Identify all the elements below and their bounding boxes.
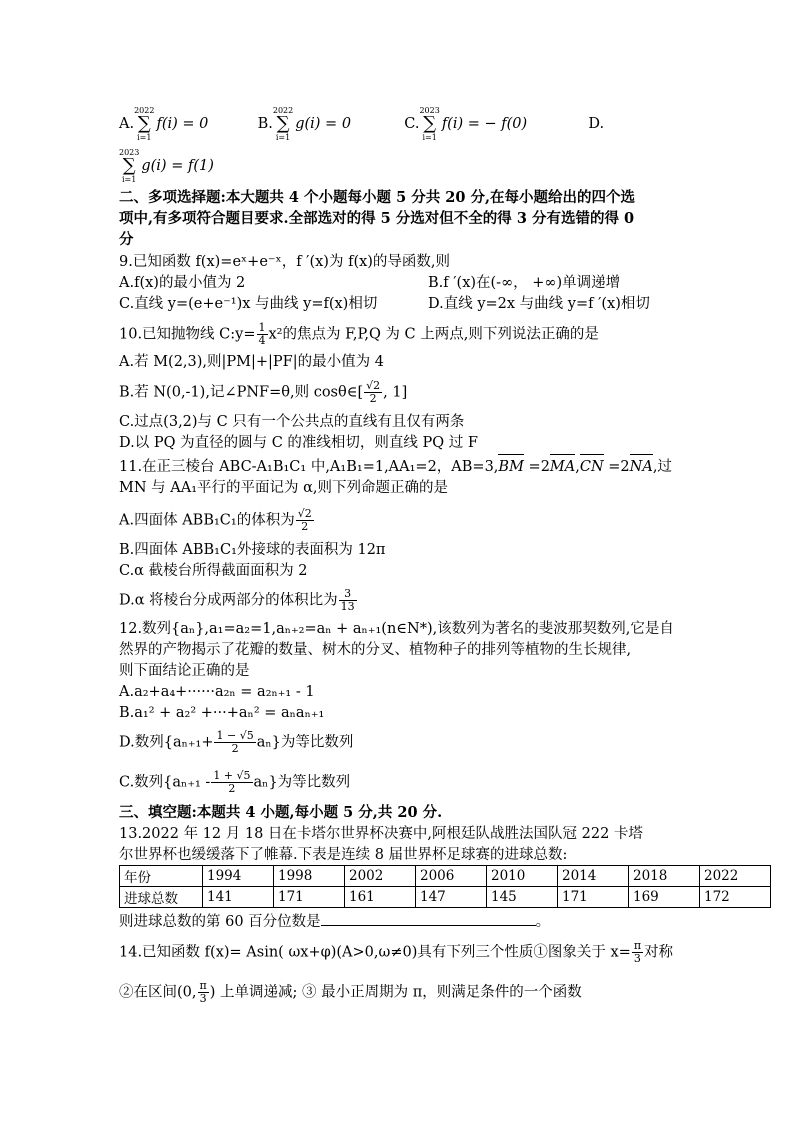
q9-option-d: D.直线 y=2x 与曲线 y=f ′(x)相切 (428, 296, 650, 312)
q10-option-b: B.若 N(0,-1),记∠PNF=θ,则 cosθ∈[ $\frac{√2}{2}$ , 1] (119, 379, 408, 405)
q9-option-c: C.直线 y=(e+e⁻¹)x 与曲线 y=f(x)相切 (119, 296, 378, 312)
q11-option-a: A.四面体 ABB₁C₁的体积为 $\frac{√2}{2}$ (119, 507, 312, 533)
sum-operator: 2023 ∑ i=1 (119, 148, 140, 184)
table-cell: 147 (416, 887, 487, 908)
table-cell: 145 (487, 887, 558, 908)
table-cell: 169 (629, 887, 700, 908)
q8-option-d-label: D. (588, 116, 605, 132)
table-header-year: 年份 (120, 866, 203, 887)
vector-ma: MA (549, 459, 576, 475)
vector-cn: CN (579, 459, 604, 475)
q9-option-a: A.f(x)的最小值为 2 (119, 275, 246, 291)
q8-option-a: A. 2022 ∑ i=1 f(i) = 0 (119, 106, 209, 142)
section2-heading-line1: 二、多项选择题:本大题共 4 个小题每小题 5 分共 20 分,在每小题给出的四个选 (119, 189, 636, 206)
q11-stem-line1: 11.在正三棱台 ABC-A₁B₁C₁ 中,A₁B₁=1,AA₁=2，AB=3,BM =2MA,CN =2NA,过 (119, 459, 672, 475)
table-row (120, 887, 771, 908)
table-row (120, 866, 771, 887)
fraction: $\frac{3}{13}$ (340, 587, 355, 613)
q8-option-d: 2023 ∑ i=1 g(i) = f(1) (119, 148, 214, 184)
section2-heading-line3: 分 (119, 231, 134, 248)
table-cell: 1994 (203, 866, 274, 887)
fraction: $\frac{1 - √5}{2}$ (216, 729, 254, 755)
q14-stem-line2: ②在区间(0, $\frac{\pi}{3}$ ) 上单调递减; ③ 最小正周期为 π，则满足条件的一个函数 (119, 979, 582, 1005)
table-header-goals: 进球总数 (120, 887, 203, 908)
q8-option-c: C. 2023 ∑ i=1 f(i) = − f(0) (404, 106, 528, 142)
q12-stem-line1: 12.数列{aₙ},a₁=a₂=1,aₙ₊₂=aₙ + aₙ₊₁(n∈N*),该数列为著名的斐波那契数列,它是自 (119, 621, 674, 637)
table-cell: 2022 (700, 866, 771, 887)
q12-option-a: A.a₂+a₄+······a₂ₙ = a₂ₙ₊₁ - 1 (119, 684, 315, 700)
q10-option-d: D.以 PQ 为直径的圆与 C 的准线相切，则直线 PQ 过 F (119, 435, 478, 451)
q10-option-c: C.过点(3,2)与 C 只有一个公共点的直线有且仅有两条 (119, 414, 465, 430)
fraction: $\frac{\pi}{3}$ (633, 939, 642, 965)
fraction: $\frac{\pi}{3}$ (199, 979, 207, 1005)
table-cell: 172 (700, 887, 771, 908)
answer-blank[interactable] (321, 911, 536, 926)
q13-stem-line2: 尔世界杯也缓缓落下了帷幕.下表是连续 8 届世界杯足球赛的进球总数: (119, 847, 568, 863)
vector-na: NA (629, 459, 653, 475)
table-cell: 141 (203, 887, 274, 908)
q14-stem-line1: 14.已知函数 f(x)= Asin( ωx+φ)(A>0,ω≠0)具有下列三个性质①图象关于 x= $\frac{\pi}{3}$ 对称 (119, 939, 674, 965)
fraction: $\frac{√2}{2}$ (297, 507, 312, 533)
fraction: $\frac{1}{4}$ (258, 321, 266, 347)
table-cell: 2018 (629, 866, 700, 887)
section3-heading: 三、填空题:本题共 4 小题,每小题 5 分,共 20 分. (119, 804, 443, 821)
q12-stem-line3: 则下面结论正确的是 (119, 663, 250, 679)
q9-option-b: B.f ′(x)在(-∞， +∞)单调递增 (428, 275, 621, 291)
q12-option-d: D.数列{aₙ₊₁+ $\frac{1 - √5}{2}$ aₙ}为等比数列 (119, 729, 354, 755)
q11-stem-line2: MN 与 AA₁平行的平面记为 α,则下列命题正确的是 (119, 480, 449, 496)
sum-operator: 2023 ∑ i=1 (419, 106, 440, 142)
table-cell: 2010 (487, 866, 558, 887)
table-cell: 171 (558, 887, 629, 908)
q12-stem-line2: 然界的产物揭示了花瓣的数量、树木的分叉、植物种子的排列等植物的生长规律, (119, 642, 632, 658)
world-cup-goals-table (119, 865, 771, 908)
q9-stem: 9.已知函数 f(x)=eˣ+e⁻ˣ，f ′(x)为 f(x)的导函数,则 (119, 254, 451, 270)
sum-operator: 2022 ∑ i=1 (272, 106, 294, 142)
q8-option-b: B. 2022 ∑ i=1 g(i) = 0 (257, 106, 352, 142)
q10-option-a: A.若 M(2,3),则|PM|+|PF|的最小值为 4 (119, 354, 384, 370)
q11-option-c: C.α 截棱台所得截面面积为 2 (119, 563, 308, 579)
q13-stem-line1: 13.2022 年 12 月 18 日在卡塔尔世界杯决赛中,阿根廷队战胜法国队冠 222 卡塔 (119, 826, 643, 842)
fraction: $\frac{√2}{2}$ (366, 379, 381, 405)
fraction: $\frac{1 + √5}{2}$ (213, 769, 251, 795)
table-cell: 2006 (416, 866, 487, 887)
sum-operator: 2022 ∑ i=1 (134, 106, 155, 142)
q8-options-row (119, 106, 604, 142)
q11-option-b: B.四面体 ABB₁C₁外接球的表面积为 12π (119, 542, 386, 558)
table-cell: 171 (274, 887, 345, 908)
table-cell: 2014 (558, 866, 629, 887)
q10-stem: 10.已知抛物线 C:y= $\frac{1}{4}$ x²的焦点为 F,P,Q 为 C 上两点,则下列说法正确的是 (119, 321, 599, 347)
q12-option-b: B.a₁² + a₂² +···+aₙ² = aₙaₙ₊₁ (119, 705, 325, 721)
q13-answer-line: 则进球总数的第 60 百分位数是 。 (119, 911, 550, 932)
table-cell: 2002 (345, 866, 416, 887)
table-cell: 161 (345, 887, 416, 908)
vector-bm: BM (498, 459, 524, 475)
q12-option-c: C.数列{aₙ₊₁ - $\frac{1 + √5}{2}$ aₙ}为等比数列 (119, 769, 351, 795)
section2-heading-line2: 项中,有多项符合题目要求.全部选对的得 5 分选对但不全的得 3 分有选错的得 0 (119, 210, 635, 227)
table-cell: 1998 (274, 866, 345, 887)
q11-option-d: D.α 将棱台分成两部分的体积比为 $\frac{3}{13}$ (119, 587, 355, 613)
